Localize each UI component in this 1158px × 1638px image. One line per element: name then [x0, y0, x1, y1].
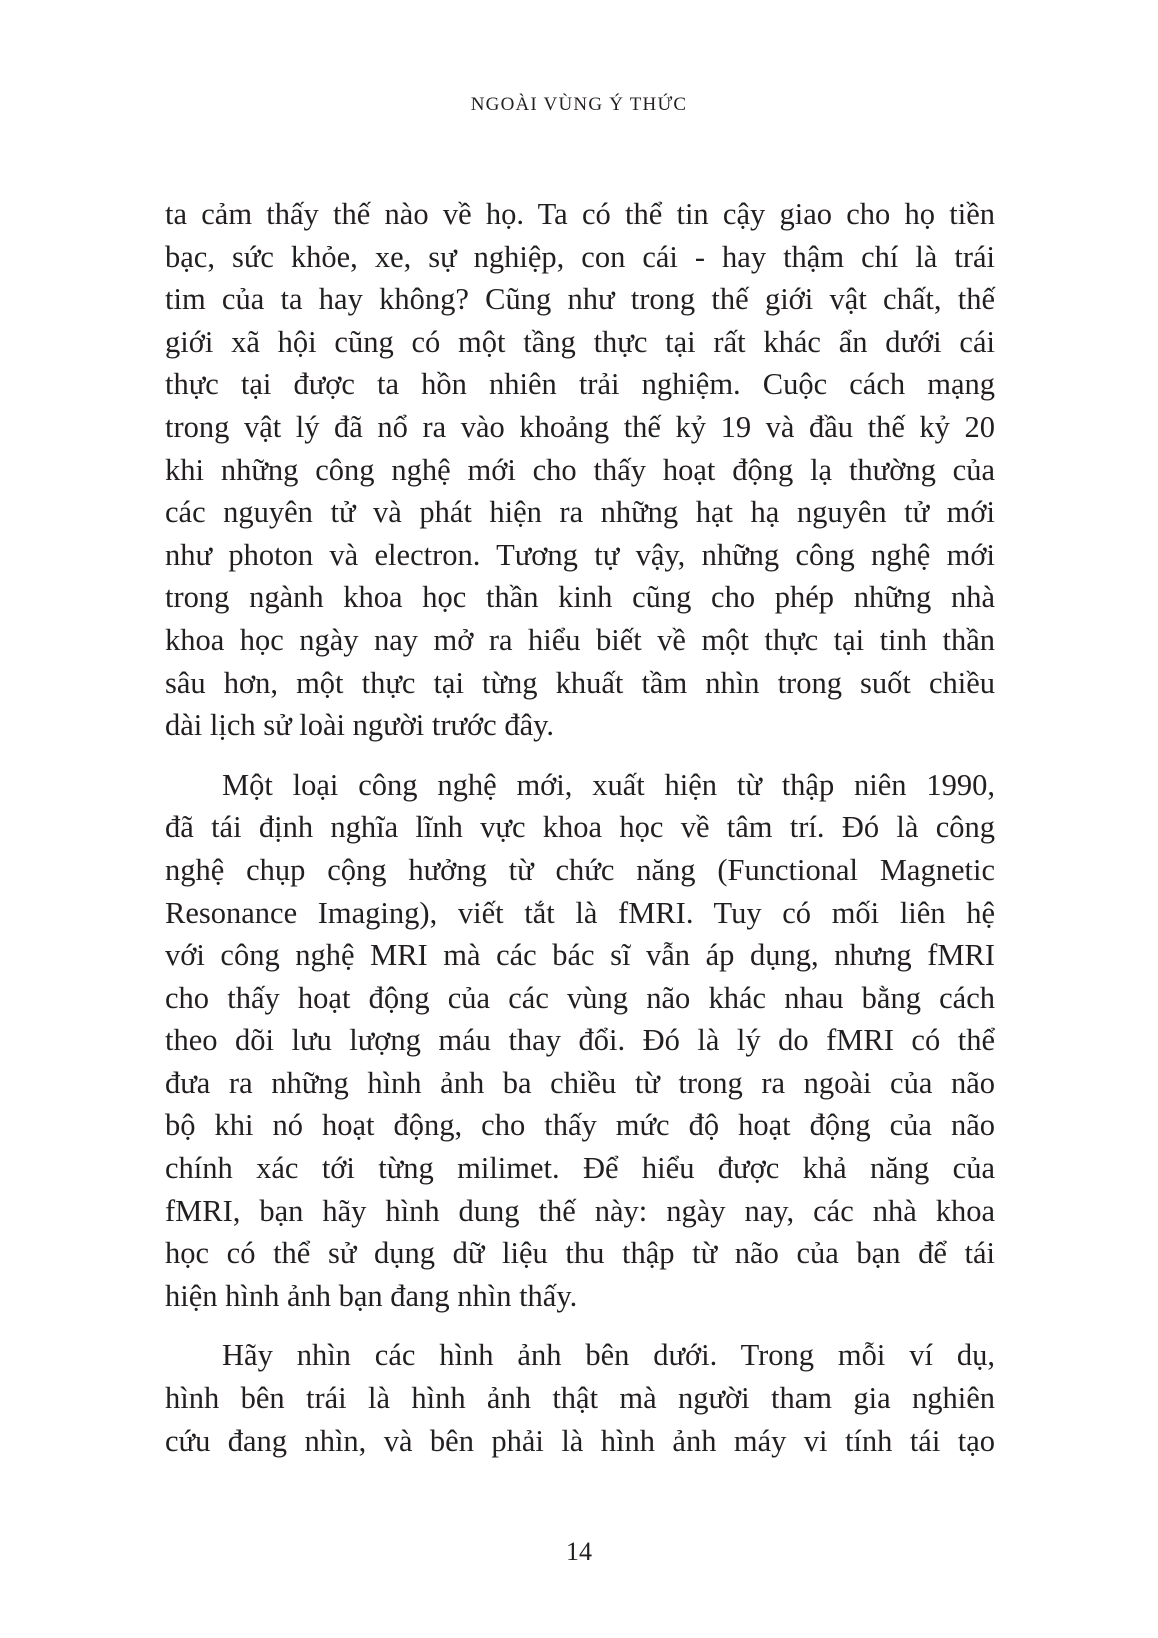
running-header: NGOÀI VÙNG Ý THỨC	[470, 94, 688, 115]
text-line: hiện hình ảnh bạn đang nhìn thấy.	[165, 1278, 578, 1313]
text-line: chính xác tới từng milimet. Để hiểu được khả năng của	[165, 1151, 995, 1186]
text-line: cho thấy hoạt động của các vùng não khác nhau bằng cách	[165, 980, 995, 1015]
text-line: trong vật lý đã nổ ra vào khoảng thế kỷ 19 và đầu thế kỷ 20	[165, 409, 995, 444]
text-line: nghệ chụp cộng hưởng từ chức năng (Functional Magnetic	[165, 852, 995, 887]
paragraph-1	[165, 193, 995, 747]
page-number: 14	[566, 1537, 592, 1566]
text-line: sâu hơn, một thực tại từng khuất tầm nhìn trong suốt chiều	[165, 665, 995, 700]
text-line: dài lịch sử loài người trước đây.	[165, 708, 555, 743]
text-line: khi những công nghệ mới cho thấy hoạt động lạ thường của	[165, 452, 995, 487]
text-line: như photon và electron. Tương tự vậy, những công nghệ mới	[165, 537, 995, 572]
text-line: học có thể sử dụng dữ liệu thu thập từ não của bạn để tái	[165, 1236, 995, 1271]
text-line: bộ khi nó hoạt động, cho thấy mức độ hoạt động của não	[165, 1108, 995, 1143]
text-line: tim của ta hay không? Cũng như trong thế giới vật chất, thế	[165, 282, 995, 317]
text-line: Hãy nhìn các hình ảnh bên dưới. Trong mỗi ví dụ,	[222, 1338, 995, 1373]
body-text	[165, 193, 995, 1462]
text-line: ta cảm thấy thế nào về họ. Ta có thể tin cậy giao cho họ tiền	[165, 197, 995, 231]
paragraph-2	[165, 764, 995, 1318]
text-line: fMRI, bạn hãy hình dung thế này: ngày nay, các nhà khoa	[165, 1193, 995, 1228]
text-line: bạc, sức khỏe, xe, sự nghiệp, con cái - hay thậm chí là trái	[165, 239, 995, 274]
text-line: cứu đang nhìn, và bên phải là hình ảnh máy vi tính tái tạo	[165, 1423, 995, 1458]
text-line: thực tại được ta hồn nhiên trải nghiệm. Cuộc cách mạng	[165, 367, 995, 402]
text-line: đã tái định nghĩa lĩnh vực khoa học về tâm trí. Đó là công	[165, 810, 995, 845]
text-line: đưa ra những hình ảnh ba chiều từ trong ra ngoài của não	[165, 1065, 995, 1100]
text-line: các nguyên tử và phát hiện ra những hạt hạ nguyên tử mới	[165, 495, 995, 530]
text-line: hình bên trái là hình ảnh thật mà người tham gia nghiên	[165, 1381, 995, 1416]
text-line: khoa học ngày nay mở ra hiểu biết về một thực tại tinh thần	[165, 622, 995, 657]
text-line: giới xã hội cũng có một tầng thực tại rất khác ẩn dưới cái	[165, 324, 995, 359]
text-line: với công nghệ MRI mà các bác sĩ vẫn áp dụng, nhưng fMRI	[165, 938, 995, 973]
text-line: trong ngành khoa học thần kinh cũng cho phép những nhà	[165, 580, 995, 615]
paragraph-3	[165, 1334, 995, 1462]
text-line: Resonance Imaging), viết tắt là fMRI. Tuy có mối liên hệ	[165, 895, 995, 930]
text-line: Một loại công nghệ mới, xuất hiện từ thập niên 1990,	[222, 767, 995, 802]
text-line: theo dõi lưu lượng máu thay đổi. Đó là lý do fMRI có thể	[165, 1023, 995, 1058]
